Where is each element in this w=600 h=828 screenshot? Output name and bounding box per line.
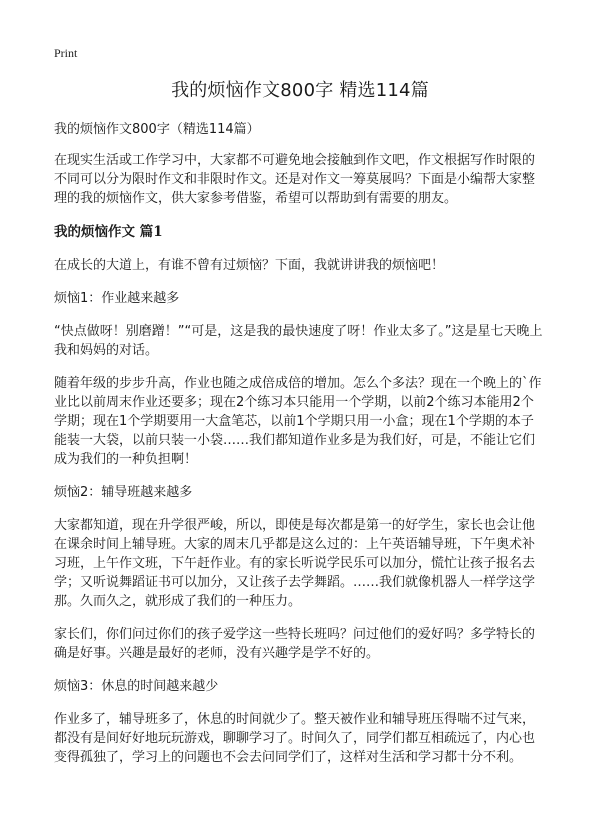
- paragraph: “快点做呀！别磨蹭！”“可是，这是我的最快速度了呀！作业太多了。”这是星七天晚上我和妈妈的对话。: [54, 324, 543, 358]
- paragraph: 随着年级的步步升高，作业也随之成倍成倍的增加。怎么个多法？现在一个晚上的`作业比以前周末作业还要多；现在2个练习本只能用一个学期，以前2个练习本能用2个学期；现在1个学期要用一大盒笔芯，以前1个学期只用一小盒；现在1个学期的本子能装一大袋，以前只装一小袋……我们都知道作业多是为我们好，可是，不能让它们成为我们的一种负担啊！: [54, 376, 542, 467]
- trouble-3-heading: 烦恼3：休息的时间越来越少: [54, 679, 219, 694]
- document-subtitle: 我的烦恼作文800字（精选114篇）: [54, 122, 260, 137]
- intro-paragraph: 在现实生活或工作学习中，大家都不可避免地会接触到作文吧，作文根据写作时限的不同可以分为限时作文和非限时作文。还是对作文一筹莫展吗？下面是小编帮大家整理的我的烦恼作文，供大家参考借鉴，希望可以帮助到有需要的朋友。: [54, 153, 536, 206]
- section-heading: 我的烦恼作文 篇1: [54, 224, 163, 240]
- paragraph: 在成长的大道上，有谁不曾有过烦恼？下面，我就讲讲我的烦恼吧！: [54, 258, 445, 273]
- document-body: [54, 120, 546, 781]
- paragraph: 大家都知道，现在升学很严峻，所以，即使是每次都是第一的好学生，家长也会让他在课余时间上辅导班。大家的周末几乎都是这么过的：上午英语辅导班，下午奥术补习班，上午作文班，下午赶作业。有的家长听说学民乐可以加分，慌忙让孩子报名去学；又听说舞蹈证书可以加分，又让孩子去学舞蹈。……我们就像机器人一样学这学那。久而久之，就形成了我们的一种压力。: [54, 518, 536, 609]
- trouble-1-heading: 烦恼1：作业越来越多: [54, 291, 180, 306]
- trouble-2-heading: 烦恼2：辅导班越来越多: [54, 485, 193, 500]
- print-label: Print: [54, 46, 78, 60]
- page-title: 我的烦恼作文800字 精选114篇: [171, 80, 429, 101]
- paragraph: 作业多了，辅导班多了，休息的时间就少了。整天被作业和辅导班压得喘不过气来，都没有是间好好地玩玩游戏，聊聊学习了。时间久了，同学们都互相疏远了，内心也变得孤独了，学习上的问题也不会去问同学们了，这样对生活和学习都十分不利。: [54, 712, 536, 765]
- paragraph: 家长们，你们问过你们的孩子爱学这一些特长班吗？问过他们的爱好吗？多学特长的确是好事。兴趣是最好的老师，没有兴趣学是学不好的。: [54, 627, 536, 661]
